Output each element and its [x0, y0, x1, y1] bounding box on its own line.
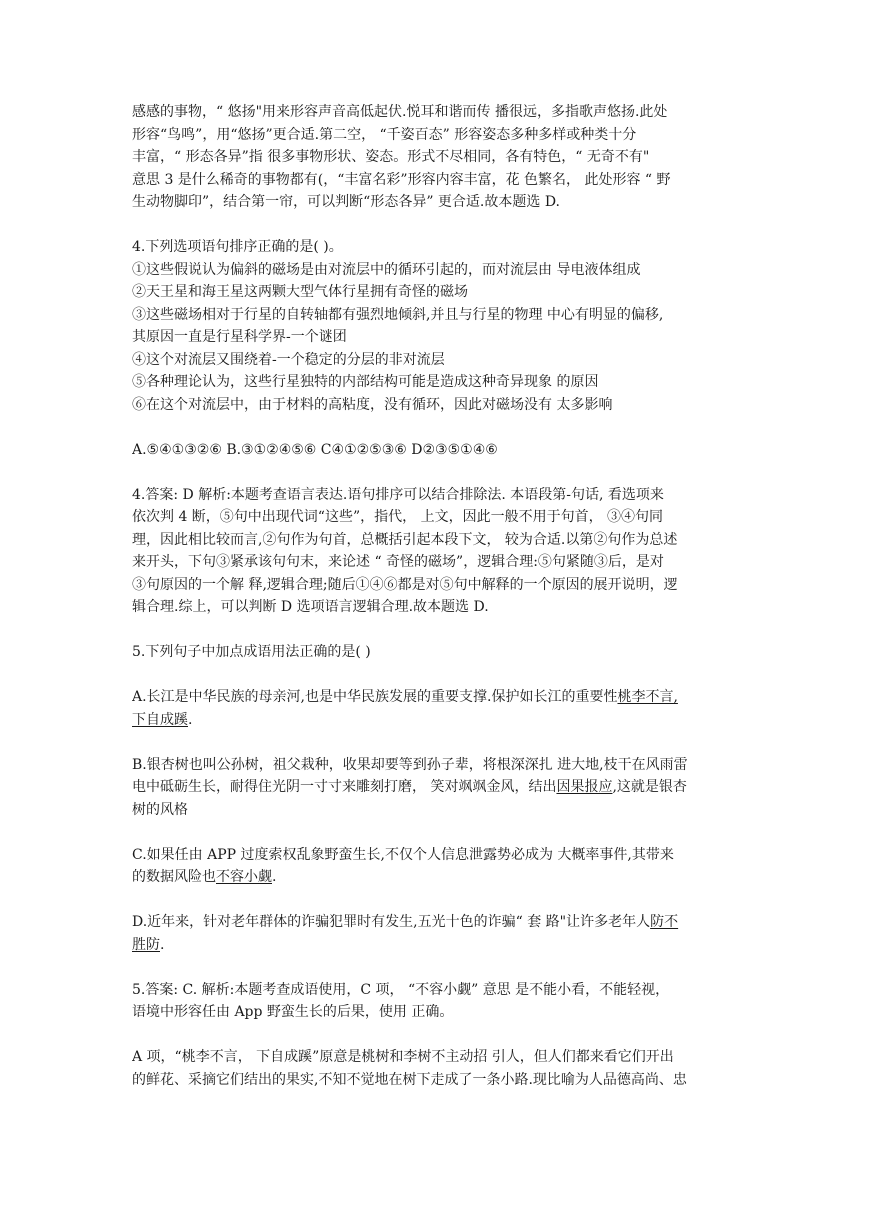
text-segment: 形容“鸟鸣”，用“悠扬”更合适.第二空， “千姿百态” 形容姿态多种多样或种类十分	[132, 126, 637, 143]
paragraph-q5-A	[132, 686, 744, 731]
paragraph-q4-options	[132, 439, 744, 462]
underlined-idiom: 胜防	[132, 936, 160, 953]
paragraph-spacer	[132, 821, 744, 844]
text-line	[132, 349, 744, 372]
paragraph-spacer	[132, 214, 744, 237]
text-line	[132, 304, 744, 327]
document-page	[132, 101, 744, 1091]
text-line	[132, 641, 744, 664]
text-segment: 意思 3 是什么稀奇的事物都有(，“丰富名彩”形容内容丰富，花 色繁名， 此处形容 “ 野	[132, 171, 671, 188]
text-line	[132, 191, 744, 214]
underlined-idiom: 因果报应	[556, 779, 613, 795]
text-segment: 5.答案: C. 解析:本题考查成语使用，C 项， “不容小觑” 意思 是不能小看，不能轻视，	[132, 981, 670, 998]
text-segment: 的鲜花、采摘它们结出的果实,不知不觉地在树下走成了一条小路.现比喻为人品德高尚、忠	[132, 1071, 687, 1088]
paragraph-spacer	[132, 461, 744, 484]
text-segment: ③句原因的一个解 释,逻辑合理;随后①④⑥都是对⑤句中解释的一个原因的展开说明，逻	[132, 576, 678, 593]
text-segment: A.⑤④①③②⑥ B.③①②④⑤⑥ C④①②⑤③⑥ D②③⑤①④⑥	[132, 441, 498, 458]
text-segment: ⑤各种理论认为，这些行星独特的内部结构可能是造成这种奇异现象 的原因	[132, 374, 599, 390]
text-line	[132, 1046, 744, 1069]
paragraph-a5-A	[132, 1046, 744, 1091]
text-line	[132, 799, 744, 822]
text-line	[132, 484, 744, 507]
text-segment: ③这些磁场相对于行星的自转轴都有强烈地倾斜,并且与行星的物理 中心有明显的偏移,	[132, 306, 664, 323]
paragraph-spacer	[132, 889, 744, 912]
text-segment: A.长江是中华民族的母亲河,也是中华民族发展的重要支撑.保护如长江的重要性	[132, 689, 618, 705]
text-line	[132, 686, 744, 709]
paragraph-a5	[132, 979, 744, 1024]
text-line	[132, 281, 744, 304]
text-line	[132, 169, 744, 192]
underlined-idiom: 桃李不言,	[617, 689, 678, 705]
paragraph-a4	[132, 484, 744, 619]
text-line	[132, 326, 744, 349]
text-line	[132, 371, 744, 394]
text-line	[132, 574, 744, 597]
text-segment: ①这些假说认为偏斜的磁场是由对流层中的循环引起的，而对流层由 导电液体组成	[132, 261, 641, 278]
text-line	[132, 236, 744, 259]
text-line	[132, 529, 744, 552]
text-line	[132, 596, 744, 619]
underlined-idiom: 下自成蹊	[132, 711, 188, 728]
paragraph-q5-B	[132, 754, 744, 822]
text-segment: 树的风格	[132, 801, 188, 818]
text-line	[132, 146, 744, 169]
paragraph-spacer	[132, 1024, 744, 1047]
paragraph-q5	[132, 641, 744, 664]
text-line	[132, 259, 744, 282]
text-line	[132, 551, 744, 574]
text-segment: C.如果任由 APP 过度索权乱象野蛮生长,不仅个人信息泄露势必成为 大概率事件,其带来	[132, 846, 674, 863]
text-line	[132, 934, 744, 957]
text-segment: .	[188, 711, 193, 728]
text-segment: 丰富，“ 形态各异”指 很多事物形状、姿态。形式不尽相同，各有特色，“ 无奇不有"	[132, 149, 650, 165]
text-segment: ⑥在这个对流层中，由于材料的高粘度，没有循环，因此对磁场没有 太多影响	[132, 396, 613, 413]
text-segment: ,这就是银杏	[612, 779, 687, 795]
paragraph-spacer	[132, 956, 744, 979]
paragraph-q5-D	[132, 911, 744, 956]
text-segment: 4.答案: D 解析:本题考查语言表达.语句排序可以结合排除法. 本语段第-句话, 看选项来	[132, 486, 664, 503]
text-segment: 4.下列选项语句排序正确的是( )。	[132, 239, 343, 255]
text-line	[132, 439, 744, 462]
text-line	[132, 754, 744, 777]
text-segment: 理，因此相比较而言,②句作为句首，总概括引起本段下文， 较为合适.以第②句作为总述	[132, 531, 678, 548]
paragraph-spacer	[132, 664, 744, 687]
text-segment: 辑合理.综上，可以判断 D 选项语言逻辑合理.故本题选 D.	[132, 599, 489, 615]
text-line	[132, 866, 744, 889]
paragraph-spacer	[132, 619, 744, 642]
text-line	[132, 506, 744, 529]
text-line	[132, 776, 744, 799]
text-segment: .	[272, 869, 277, 885]
text-segment: 其原因一直是行星科学界-一个谜团	[132, 329, 347, 345]
paragraph-spacer	[132, 731, 744, 754]
paragraph-q4	[132, 236, 744, 416]
text-segment: A 项，“桃李不言， 下自成蹊”原意是桃树和李树不主动招 引人，但人们都来看它们开出	[132, 1049, 674, 1065]
text-line	[132, 1001, 744, 1024]
text-segment: 电中砥砺生长，耐得住光阴一寸寸来雕刻打磨， 笑对飒飒金风，结出	[132, 779, 557, 795]
text-line	[132, 1069, 744, 1092]
text-segment: 生动物脚印”，结合第一帘，可以判断“形态各异” 更合适.故本题选 D.	[132, 194, 560, 210]
underlined-idiom: 不容小觑	[216, 869, 272, 885]
text-line	[132, 844, 744, 867]
text-segment: D.近年来，针对老年群体的诈骗犯罪时有发生,五光十色的诈骗“ 套 路"让许多老年人	[132, 914, 651, 930]
text-segment: 语境中形容任由 App 野蛮生长的后果，使用 正确。	[132, 1004, 454, 1020]
text-line	[132, 101, 744, 124]
text-line	[132, 911, 744, 934]
text-segment: 5.下列句子中加点成语用法正确的是( )	[132, 644, 371, 660]
text-line	[132, 394, 744, 417]
paragraph-spacer	[132, 416, 744, 439]
text-segment: B.银杏树也叫公孙树，祖父栽种，收果却要等到孙子辈，将根深深扎 进大地,枝干在风雨雷	[132, 756, 688, 773]
text-line	[132, 979, 744, 1002]
text-segment: 的数据风险也	[132, 869, 216, 885]
text-segment: 感感的事物，“ 悠扬"用来形容声音高低起伏.悦耳和谐而传 播很远，多指歌声悠扬.此处	[132, 104, 668, 120]
text-segment: ②天王星和海王星这两颗大型气体行星拥有奇怪的磁场	[132, 284, 468, 300]
text-segment: .	[160, 936, 165, 953]
text-segment: 来开头，下句③紧承该句句末，来论述 “ 奇怪的磁场”，逻辑合理:⑤句紧随③后，是对	[132, 554, 664, 570]
text-line	[132, 124, 744, 147]
text-segment: ④这个对流层又围绕着-一个稳定的分层的非对流层	[132, 351, 445, 368]
paragraph-q5-C	[132, 844, 744, 889]
text-segment: 依次判 4 断，⑤句中出现代词“这些”，指代， 上文，因此一般不用于句首， ③④句同	[132, 509, 664, 525]
underlined-idiom: 防不	[650, 914, 679, 930]
paragraph-p1	[132, 101, 744, 214]
text-line	[132, 709, 744, 732]
